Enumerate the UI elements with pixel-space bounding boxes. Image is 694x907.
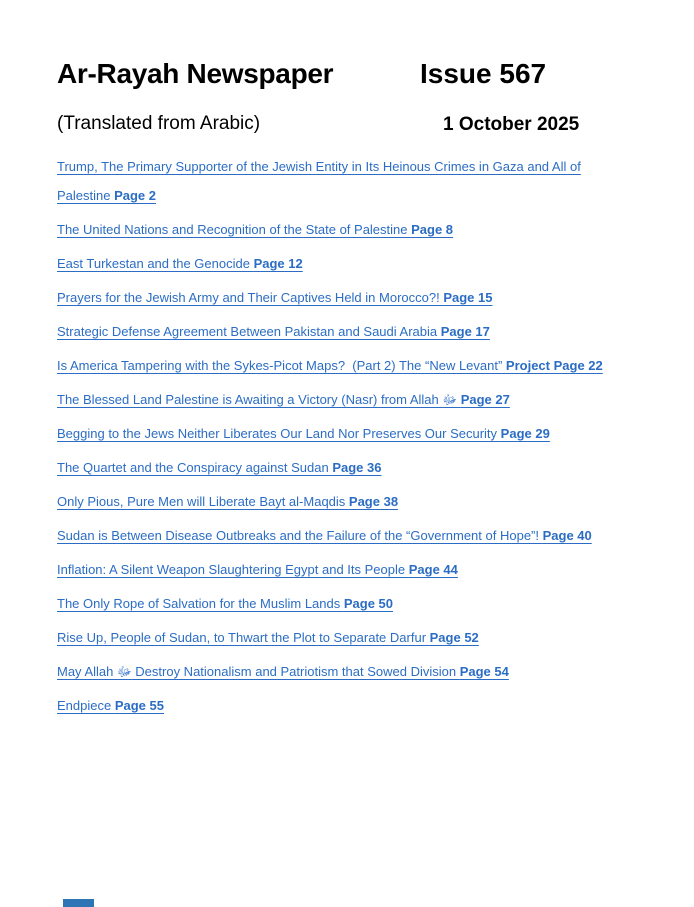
toc-page-ref: Page 8 (411, 222, 454, 237)
toc-entry[interactable] (57, 487, 657, 516)
toc-link[interactable] (57, 283, 657, 312)
toc-page-ref: Page 55 (114, 698, 164, 713)
toc-link-text: The United Nations and Recognition of the State of Palestine (57, 222, 412, 237)
toc-link[interactable] (57, 555, 657, 584)
page-edge-marker (63, 899, 94, 907)
toc-link-text: Is America Tampering with the Sykes-Picot Maps? (Part 2) The “New Levant” (57, 358, 506, 373)
toc-entry[interactable] (57, 623, 657, 652)
toc-page-ref: Page 27 (460, 392, 510, 407)
toc-link-text: Inflation: A Silent Weapon Slaughtering Egypt and Its People (57, 562, 409, 577)
toc-link-text: The Blessed Land Palestine is Awaiting a Victory (Nasr) from Allah ﷻ (57, 392, 461, 407)
toc-link[interactable] (57, 453, 657, 482)
toc-page-ref: Page 40 (542, 528, 592, 543)
toc-entry[interactable] (57, 657, 657, 686)
table-of-contents (57, 152, 657, 720)
toc-link-text: Rise Up, People of Sudan, to Thwart the Plot to Separate Darfur (57, 630, 430, 645)
toc-link-text: East Turkestan and the Genocide (57, 256, 254, 271)
toc-page-ref: Page 29 (500, 426, 550, 441)
toc-page-ref: Page 52 (429, 630, 479, 645)
toc-page-ref: Page 12 (253, 256, 303, 271)
toc-page-ref: Page 15 (443, 290, 493, 305)
translation-note: (Translated from Arabic) (57, 113, 261, 134)
issue-number: Issue 567 (420, 58, 547, 89)
toc-link[interactable] (57, 351, 657, 380)
toc-entry[interactable] (57, 249, 657, 278)
toc-page-ref: Project Page 22 (505, 358, 603, 373)
toc-link[interactable] (57, 317, 657, 346)
toc-page-ref: Page 2 (114, 188, 157, 203)
toc-entry[interactable] (57, 589, 657, 618)
toc-page-ref: Page 44 (408, 562, 458, 577)
toc-link[interactable] (57, 215, 657, 244)
toc-link-text: Palestine (57, 188, 115, 203)
toc-link-text: Prayers for the Jewish Army and Their Captives Held in Morocco?! (57, 290, 444, 305)
header-row-title (57, 58, 657, 96)
newspaper-title: Ar-Rayah Newspaper (57, 58, 334, 89)
toc-link[interactable] (57, 657, 657, 686)
toc-link-text: The Only Rope of Salvation for the Muslim Lands (57, 596, 344, 611)
toc-link[interactable] (57, 419, 657, 448)
toc-link[interactable] (57, 487, 657, 516)
toc-link[interactable] (57, 691, 657, 720)
toc-page-ref: Page 38 (348, 494, 399, 509)
toc-link-text: Trump, The Primary Supporter of the Jewish Entity in Its Heinous Crimes in Gaza and All of (57, 159, 581, 174)
toc-link-text: Strategic Defense Agreement Between Pakistan and Saudi Arabia (57, 324, 441, 339)
toc-link[interactable] (57, 521, 657, 550)
toc-entry[interactable] (57, 283, 657, 312)
toc-entry[interactable] (57, 453, 657, 482)
toc-page-ref: Page 36 (332, 460, 382, 475)
document-page (57, 58, 657, 725)
issue-date: 1 October 2025 (443, 114, 580, 135)
toc-link-text: Begging to the Jews Neither Liberates Our Land Nor Preserves Our Security (57, 426, 501, 441)
toc-link-text: Endpiece (57, 698, 115, 713)
toc-page-ref: Page 50 (343, 596, 394, 611)
header-row-subtitle (57, 113, 657, 140)
toc-page-ref: Page 17 (440, 324, 490, 339)
toc-entry[interactable] (57, 215, 657, 244)
toc-entry[interactable] (57, 691, 657, 720)
toc-link[interactable] (57, 181, 657, 210)
toc-link[interactable] (57, 623, 657, 652)
toc-link[interactable] (57, 152, 657, 181)
toc-entry[interactable] (57, 385, 657, 414)
toc-link-text: Sudan is Between Disease Outbreaks and the Failure of the “Government of Hope”! (57, 528, 543, 543)
toc-link[interactable] (57, 385, 657, 414)
toc-link-text: May Allah ﷻ Destroy Nationalism and Patriotism that Sowed Division (57, 664, 460, 679)
toc-entry[interactable] (57, 351, 657, 380)
toc-page-ref: Page 54 (459, 664, 509, 679)
toc-entry[interactable] (57, 521, 657, 550)
toc-link-text: The Quartet and the Conspiracy against Sudan (57, 460, 333, 475)
toc-link[interactable] (57, 589, 657, 618)
toc-entry[interactable] (57, 152, 657, 210)
toc-link[interactable] (57, 249, 657, 278)
toc-link-text: Only Pious, Pure Men will Liberate Bayt al-Maqdis (57, 494, 349, 509)
toc-entry[interactable] (57, 419, 657, 448)
toc-entry[interactable] (57, 555, 657, 584)
toc-entry[interactable] (57, 317, 657, 346)
